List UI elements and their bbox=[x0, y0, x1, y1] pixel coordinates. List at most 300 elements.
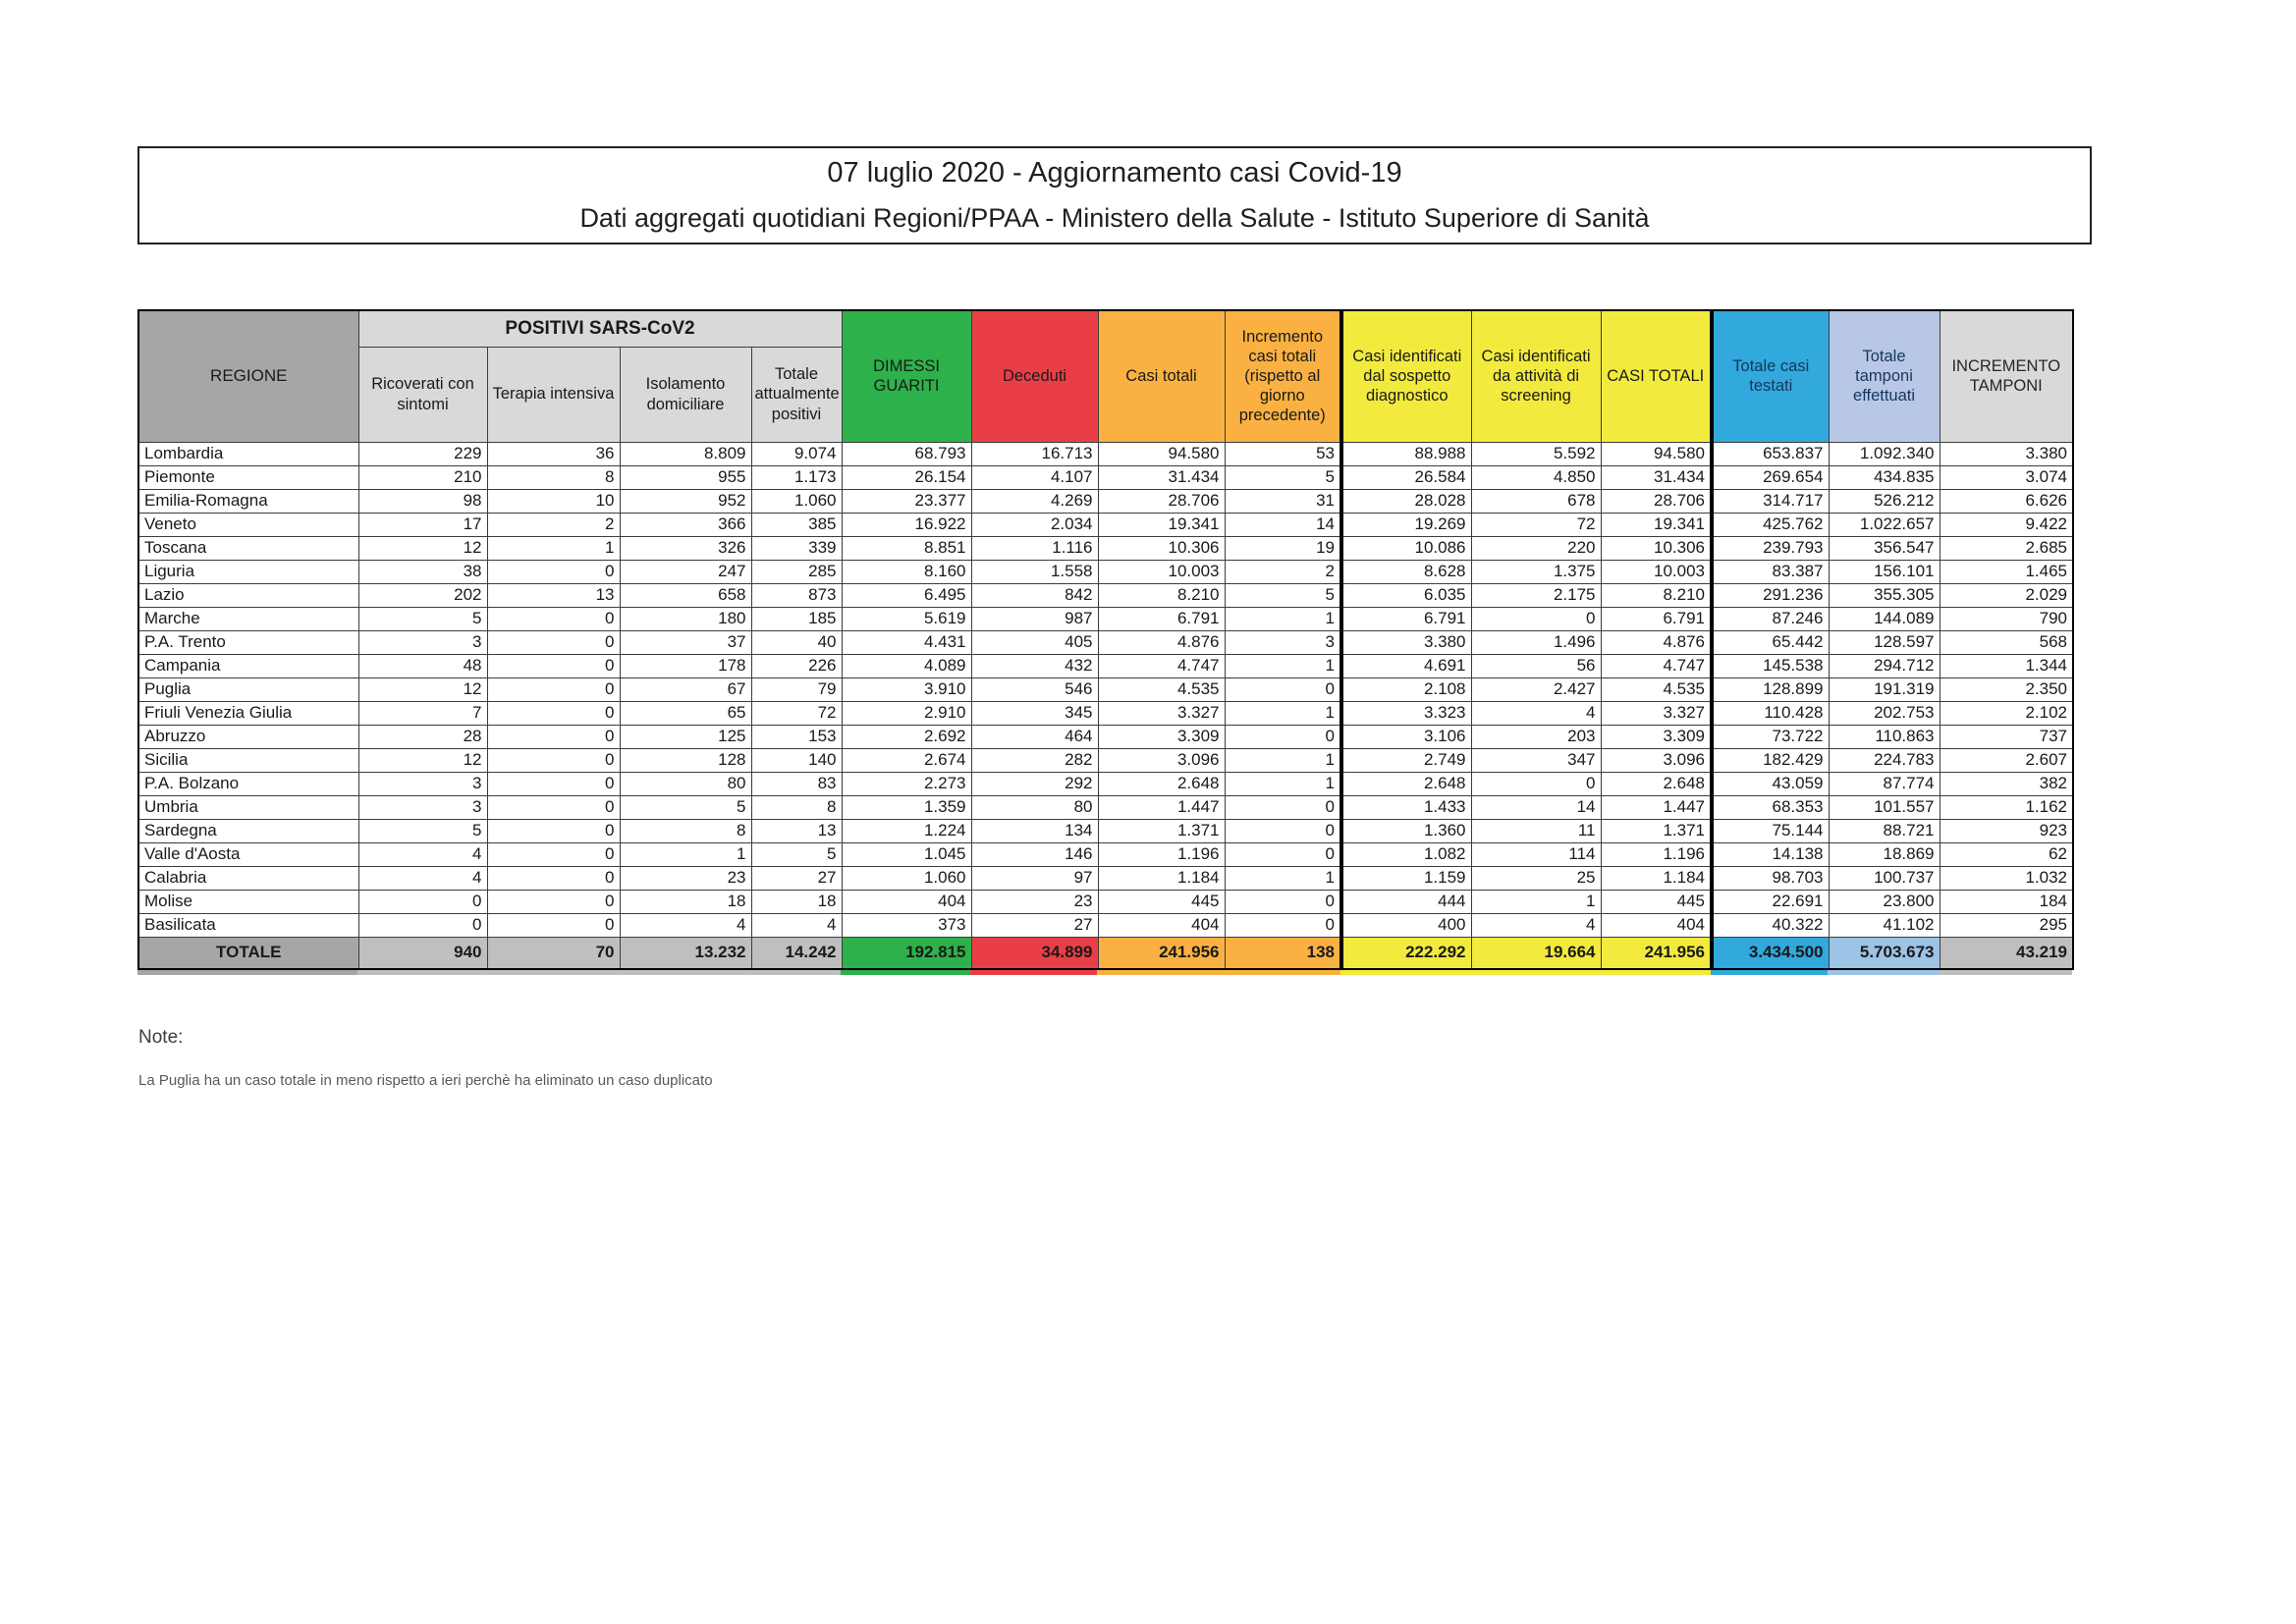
cell-totale-attualmente-positivi: 8 bbox=[751, 795, 842, 819]
cell-deceduti: 134 bbox=[971, 819, 1098, 842]
cell-ricoverati-con-sintomi: 202 bbox=[358, 583, 487, 607]
cell-isolamento-domiciliare: 23 bbox=[620, 866, 751, 890]
cell-regione: Veneto bbox=[138, 513, 358, 536]
total-cell-totale-attualmente-positivi: 14.242 bbox=[751, 937, 842, 969]
cell-terapia-intensiva: 0 bbox=[487, 890, 620, 913]
column-header-dimessi-guariti: DIMESSI GUARITI bbox=[842, 310, 971, 442]
cell-isolamento-domiciliare: 128 bbox=[620, 748, 751, 772]
cell-casi-attivita-screening: 2.427 bbox=[1471, 677, 1601, 701]
column-header-casi-sospetto-diagnostico: Casi identificati dal sospetto diagnostico bbox=[1341, 310, 1471, 442]
group-header-positivi-sars-cov2: POSITIVI SARS-CoV2 bbox=[358, 310, 842, 347]
cell-totale-casi-testati: 291.236 bbox=[1712, 583, 1829, 607]
cell-casi-attivita-screening: 25 bbox=[1471, 866, 1601, 890]
column-header-casi-attivita-screening: Casi identificati da attività di screening bbox=[1471, 310, 1601, 442]
cell-deceduti: 464 bbox=[971, 725, 1098, 748]
total-cell-totale-tamponi-effettuati: 5.703.673 bbox=[1829, 937, 1940, 969]
cell-incremento-tamponi: 6.626 bbox=[1940, 489, 2073, 513]
cell-incremento-casi-totali: 0 bbox=[1225, 890, 1341, 913]
cell-casi-sospetto-diagnostico: 8.628 bbox=[1341, 560, 1471, 583]
cell-casi-totali-2: 4.747 bbox=[1601, 654, 1712, 677]
cell-casi-sospetto-diagnostico: 6.035 bbox=[1341, 583, 1471, 607]
cell-terapia-intensiva: 36 bbox=[487, 442, 620, 465]
cell-totale-attualmente-positivi: 1.060 bbox=[751, 489, 842, 513]
cell-totale-attualmente-positivi: 226 bbox=[751, 654, 842, 677]
cell-deceduti: 4.269 bbox=[971, 489, 1098, 513]
table-row bbox=[138, 677, 2073, 701]
cell-casi-totali-2: 3.096 bbox=[1601, 748, 1712, 772]
cell-casi-totali-2: 404 bbox=[1601, 913, 1712, 937]
strip-segment-terapia-intensiva bbox=[486, 970, 619, 975]
cell-deceduti: 4.107 bbox=[971, 465, 1098, 489]
cell-totale-attualmente-positivi: 873 bbox=[751, 583, 842, 607]
cell-totale-attualmente-positivi: 4 bbox=[751, 913, 842, 937]
cell-incremento-casi-totali: 0 bbox=[1225, 795, 1341, 819]
cell-totale-tamponi-effettuati: 87.774 bbox=[1829, 772, 1940, 795]
total-cell-casi-attivita-screening: 19.664 bbox=[1471, 937, 1601, 969]
cell-totale-tamponi-effettuati: 88.721 bbox=[1829, 819, 1940, 842]
cell-incremento-casi-totali: 19 bbox=[1225, 536, 1341, 560]
cell-casi-totali: 3.309 bbox=[1098, 725, 1225, 748]
cell-casi-totali: 1.447 bbox=[1098, 795, 1225, 819]
notes-body: La Puglia ha un caso totale in meno rispetto a ieri perchè ha eliminato un caso duplicato bbox=[138, 1072, 713, 1089]
cell-casi-totali-2: 10.003 bbox=[1601, 560, 1712, 583]
cell-casi-totali-2: 2.648 bbox=[1601, 772, 1712, 795]
cell-ricoverati-con-sintomi: 5 bbox=[358, 819, 487, 842]
cell-deceduti: 27 bbox=[971, 913, 1098, 937]
table-row bbox=[138, 489, 2073, 513]
cell-casi-totali-2: 6.791 bbox=[1601, 607, 1712, 630]
table-row bbox=[138, 866, 2073, 890]
covid-data-table-container bbox=[137, 309, 2072, 975]
cell-isolamento-domiciliare: 4 bbox=[620, 913, 751, 937]
cell-incremento-tamponi: 184 bbox=[1940, 890, 2073, 913]
table-row bbox=[138, 536, 2073, 560]
cell-casi-totali-2: 8.210 bbox=[1601, 583, 1712, 607]
cell-regione: Friuli Venezia Giulia bbox=[138, 701, 358, 725]
cell-isolamento-domiciliare: 247 bbox=[620, 560, 751, 583]
cell-casi-attivita-screening: 4.850 bbox=[1471, 465, 1601, 489]
cell-isolamento-domiciliare: 178 bbox=[620, 654, 751, 677]
cell-casi-totali: 4.876 bbox=[1098, 630, 1225, 654]
cell-casi-totali: 6.791 bbox=[1098, 607, 1225, 630]
cell-casi-attivita-screening: 347 bbox=[1471, 748, 1601, 772]
cell-totale-casi-testati: 128.899 bbox=[1712, 677, 1829, 701]
cell-regione: Calabria bbox=[138, 866, 358, 890]
column-header-ricoverati-con-sintomi: Ricoverati con sintomi bbox=[358, 347, 487, 442]
cell-isolamento-domiciliare: 80 bbox=[620, 772, 751, 795]
cell-casi-totali-2: 31.434 bbox=[1601, 465, 1712, 489]
cell-isolamento-domiciliare: 18 bbox=[620, 890, 751, 913]
cell-dimessi-guariti: 2.692 bbox=[842, 725, 971, 748]
cell-totale-casi-testati: 75.144 bbox=[1712, 819, 1829, 842]
cell-regione: Piemonte bbox=[138, 465, 358, 489]
cell-totale-attualmente-positivi: 18 bbox=[751, 890, 842, 913]
table-row bbox=[138, 795, 2073, 819]
strip-segment-dimessi-guariti bbox=[841, 970, 970, 975]
cell-totale-casi-testati: 653.837 bbox=[1712, 442, 1829, 465]
cell-ricoverati-con-sintomi: 38 bbox=[358, 560, 487, 583]
strip-segment-incremento-tamponi bbox=[1939, 970, 2072, 975]
cell-deceduti: 345 bbox=[971, 701, 1098, 725]
cell-casi-totali: 445 bbox=[1098, 890, 1225, 913]
cell-casi-totali-2: 1.196 bbox=[1601, 842, 1712, 866]
cell-casi-sospetto-diagnostico: 444 bbox=[1341, 890, 1471, 913]
cell-regione: Basilicata bbox=[138, 913, 358, 937]
table-body bbox=[138, 442, 2073, 969]
cell-casi-totali-2: 445 bbox=[1601, 890, 1712, 913]
total-cell-totale-casi-testati: 3.434.500 bbox=[1712, 937, 1829, 969]
report-title: 07 luglio 2020 - Aggiornamento casi Covid-19 bbox=[827, 157, 1402, 189]
cell-deceduti: 1.116 bbox=[971, 536, 1098, 560]
cell-incremento-casi-totali: 1 bbox=[1225, 701, 1341, 725]
cell-casi-sospetto-diagnostico: 400 bbox=[1341, 913, 1471, 937]
cell-dimessi-guariti: 8.851 bbox=[842, 536, 971, 560]
cell-totale-attualmente-positivi: 339 bbox=[751, 536, 842, 560]
cell-casi-totali-2: 4.535 bbox=[1601, 677, 1712, 701]
cell-totale-tamponi-effettuati: 1.092.340 bbox=[1829, 442, 1940, 465]
cell-ricoverati-con-sintomi: 0 bbox=[358, 913, 487, 937]
cell-casi-totali: 4.535 bbox=[1098, 677, 1225, 701]
cell-deceduti: 282 bbox=[971, 748, 1098, 772]
cell-isolamento-domiciliare: 1 bbox=[620, 842, 751, 866]
column-header-incremento-tamponi: INCREMENTO TAMPONI bbox=[1940, 310, 2073, 442]
cell-deceduti: 1.558 bbox=[971, 560, 1098, 583]
cell-casi-sospetto-diagnostico: 1.433 bbox=[1341, 795, 1471, 819]
cell-totale-tamponi-effettuati: 18.869 bbox=[1829, 842, 1940, 866]
cell-terapia-intensiva: 0 bbox=[487, 913, 620, 937]
cell-deceduti: 16.713 bbox=[971, 442, 1098, 465]
table-row bbox=[138, 842, 2073, 866]
strip-segment-deceduti bbox=[970, 970, 1097, 975]
cell-totale-attualmente-positivi: 83 bbox=[751, 772, 842, 795]
table-row bbox=[138, 654, 2073, 677]
cell-ricoverati-con-sintomi: 17 bbox=[358, 513, 487, 536]
total-cell-incremento-tamponi: 43.219 bbox=[1940, 937, 2073, 969]
total-cell-incremento-casi-totali: 138 bbox=[1225, 937, 1341, 969]
cell-casi-totali: 1.371 bbox=[1098, 819, 1225, 842]
cell-incremento-tamponi: 1.032 bbox=[1940, 866, 2073, 890]
cell-casi-attivita-screening: 2.175 bbox=[1471, 583, 1601, 607]
strip-segment-casi-totali-2 bbox=[1600, 970, 1711, 975]
table-row bbox=[138, 725, 2073, 748]
cell-totale-tamponi-effettuati: 156.101 bbox=[1829, 560, 1940, 583]
total-label: TOTALE bbox=[138, 937, 358, 969]
total-cell-terapia-intensiva: 70 bbox=[487, 937, 620, 969]
cell-dimessi-guariti: 2.910 bbox=[842, 701, 971, 725]
cell-totale-attualmente-positivi: 40 bbox=[751, 630, 842, 654]
cell-ricoverati-con-sintomi: 3 bbox=[358, 630, 487, 654]
cell-deceduti: 842 bbox=[971, 583, 1098, 607]
cell-regione: Lazio bbox=[138, 583, 358, 607]
cell-totale-attualmente-positivi: 140 bbox=[751, 748, 842, 772]
cell-casi-sospetto-diagnostico: 26.584 bbox=[1341, 465, 1471, 489]
cell-casi-attivita-screening: 72 bbox=[1471, 513, 1601, 536]
cell-isolamento-domiciliare: 125 bbox=[620, 725, 751, 748]
cell-totale-tamponi-effettuati: 356.547 bbox=[1829, 536, 1940, 560]
cell-totale-casi-testati: 182.429 bbox=[1712, 748, 1829, 772]
cell-regione: Sardegna bbox=[138, 819, 358, 842]
cell-casi-attivita-screening: 220 bbox=[1471, 536, 1601, 560]
column-header-terapia-intensiva: Terapia intensiva bbox=[487, 347, 620, 442]
cell-deceduti: 292 bbox=[971, 772, 1098, 795]
table-bottom-color-strip bbox=[137, 970, 2072, 975]
cell-totale-tamponi-effettuati: 23.800 bbox=[1829, 890, 1940, 913]
cell-casi-attivita-screening: 14 bbox=[1471, 795, 1601, 819]
cell-casi-totali-2: 1.447 bbox=[1601, 795, 1712, 819]
cell-ricoverati-con-sintomi: 12 bbox=[358, 748, 487, 772]
cell-totale-attualmente-positivi: 1.173 bbox=[751, 465, 842, 489]
cell-isolamento-domiciliare: 5 bbox=[620, 795, 751, 819]
cell-casi-totali-2: 4.876 bbox=[1601, 630, 1712, 654]
cell-casi-sospetto-diagnostico: 2.648 bbox=[1341, 772, 1471, 795]
strip-segment-regione bbox=[137, 970, 357, 975]
cell-deceduti: 546 bbox=[971, 677, 1098, 701]
cell-regione: Sicilia bbox=[138, 748, 358, 772]
covid-data-table bbox=[137, 309, 2074, 970]
cell-incremento-tamponi: 1.344 bbox=[1940, 654, 2073, 677]
cell-totale-casi-testati: 87.246 bbox=[1712, 607, 1829, 630]
cell-deceduti: 987 bbox=[971, 607, 1098, 630]
cell-regione: Puglia bbox=[138, 677, 358, 701]
cell-dimessi-guariti: 23.377 bbox=[842, 489, 971, 513]
cell-incremento-casi-totali: 1 bbox=[1225, 866, 1341, 890]
cell-totale-tamponi-effettuati: 202.753 bbox=[1829, 701, 1940, 725]
cell-casi-sospetto-diagnostico: 6.791 bbox=[1341, 607, 1471, 630]
cell-terapia-intensiva: 2 bbox=[487, 513, 620, 536]
strip-segment-totale-tamponi-effettuati bbox=[1828, 970, 1939, 975]
cell-dimessi-guariti: 404 bbox=[842, 890, 971, 913]
cell-terapia-intensiva: 0 bbox=[487, 654, 620, 677]
cell-incremento-casi-totali: 14 bbox=[1225, 513, 1341, 536]
cell-totale-tamponi-effettuati: 41.102 bbox=[1829, 913, 1940, 937]
cell-totale-tamponi-effettuati: 128.597 bbox=[1829, 630, 1940, 654]
cell-casi-attivita-screening: 4 bbox=[1471, 913, 1601, 937]
cell-totale-tamponi-effettuati: 101.557 bbox=[1829, 795, 1940, 819]
cell-totale-casi-testati: 239.793 bbox=[1712, 536, 1829, 560]
cell-ricoverati-con-sintomi: 48 bbox=[358, 654, 487, 677]
total-cell-casi-totali: 241.956 bbox=[1098, 937, 1225, 969]
cell-ricoverati-con-sintomi: 28 bbox=[358, 725, 487, 748]
cell-casi-totali: 28.706 bbox=[1098, 489, 1225, 513]
cell-incremento-casi-totali: 53 bbox=[1225, 442, 1341, 465]
cell-dimessi-guariti: 16.922 bbox=[842, 513, 971, 536]
cell-casi-sospetto-diagnostico: 1.159 bbox=[1341, 866, 1471, 890]
cell-incremento-casi-totali: 5 bbox=[1225, 465, 1341, 489]
cell-totale-casi-testati: 14.138 bbox=[1712, 842, 1829, 866]
cell-deceduti: 80 bbox=[971, 795, 1098, 819]
cell-casi-sospetto-diagnostico: 28.028 bbox=[1341, 489, 1471, 513]
cell-incremento-tamponi: 568 bbox=[1940, 630, 2073, 654]
cell-terapia-intensiva: 13 bbox=[487, 583, 620, 607]
cell-casi-totali: 1.196 bbox=[1098, 842, 1225, 866]
cell-incremento-tamponi: 3.380 bbox=[1940, 442, 2073, 465]
strip-segment-totale-attualmente-positivi bbox=[750, 970, 841, 975]
cell-dimessi-guariti: 1.045 bbox=[842, 842, 971, 866]
cell-totale-casi-testati: 83.387 bbox=[1712, 560, 1829, 583]
cell-terapia-intensiva: 0 bbox=[487, 819, 620, 842]
total-cell-dimessi-guariti: 192.815 bbox=[842, 937, 971, 969]
cell-isolamento-domiciliare: 37 bbox=[620, 630, 751, 654]
cell-totale-tamponi-effettuati: 526.212 bbox=[1829, 489, 1940, 513]
cell-totale-casi-testati: 425.762 bbox=[1712, 513, 1829, 536]
cell-deceduti: 23 bbox=[971, 890, 1098, 913]
cell-totale-casi-testati: 40.322 bbox=[1712, 913, 1829, 937]
cell-casi-totali-2: 94.580 bbox=[1601, 442, 1712, 465]
cell-casi-sospetto-diagnostico: 3.380 bbox=[1341, 630, 1471, 654]
cell-casi-attivita-screening: 678 bbox=[1471, 489, 1601, 513]
cell-isolamento-domiciliare: 955 bbox=[620, 465, 751, 489]
strip-segment-casi-attivita-screening bbox=[1470, 970, 1600, 975]
cell-regione: Emilia-Romagna bbox=[138, 489, 358, 513]
notes-heading: Note: bbox=[138, 1027, 184, 1048]
cell-regione: Valle d'Aosta bbox=[138, 842, 358, 866]
cell-totale-attualmente-positivi: 13 bbox=[751, 819, 842, 842]
strip-segment-isolamento-domiciliare bbox=[619, 970, 750, 975]
total-cell-casi-totali-2: 241.956 bbox=[1601, 937, 1712, 969]
cell-casi-sospetto-diagnostico: 2.108 bbox=[1341, 677, 1471, 701]
cell-regione: Marche bbox=[138, 607, 358, 630]
cell-ricoverati-con-sintomi: 3 bbox=[358, 772, 487, 795]
cell-casi-attivita-screening: 0 bbox=[1471, 607, 1601, 630]
cell-totale-tamponi-effettuati: 294.712 bbox=[1829, 654, 1940, 677]
cell-terapia-intensiva: 0 bbox=[487, 701, 620, 725]
cell-casi-sospetto-diagnostico: 3.106 bbox=[1341, 725, 1471, 748]
strip-segment-casi-sospetto-diagnostico bbox=[1340, 970, 1470, 975]
cell-casi-totali-2: 28.706 bbox=[1601, 489, 1712, 513]
cell-incremento-casi-totali: 0 bbox=[1225, 819, 1341, 842]
cell-regione: Campania bbox=[138, 654, 358, 677]
strip-segment-incremento-casi-totali bbox=[1224, 970, 1340, 975]
cell-incremento-tamponi: 2.029 bbox=[1940, 583, 2073, 607]
cell-casi-totali: 3.327 bbox=[1098, 701, 1225, 725]
cell-ricoverati-con-sintomi: 7 bbox=[358, 701, 487, 725]
cell-totale-casi-testati: 98.703 bbox=[1712, 866, 1829, 890]
table-row bbox=[138, 913, 2073, 937]
cell-incremento-casi-totali: 1 bbox=[1225, 748, 1341, 772]
cell-totale-tamponi-effettuati: 355.305 bbox=[1829, 583, 1940, 607]
cell-terapia-intensiva: 0 bbox=[487, 607, 620, 630]
cell-isolamento-domiciliare: 180 bbox=[620, 607, 751, 630]
cell-regione: P.A. Trento bbox=[138, 630, 358, 654]
cell-casi-totali-2: 1.184 bbox=[1601, 866, 1712, 890]
cell-incremento-casi-totali: 0 bbox=[1225, 677, 1341, 701]
cell-totale-attualmente-positivi: 27 bbox=[751, 866, 842, 890]
strip-segment-ricoverati-con-sintomi bbox=[357, 970, 486, 975]
cell-isolamento-domiciliare: 8.809 bbox=[620, 442, 751, 465]
cell-casi-totali-2: 19.341 bbox=[1601, 513, 1712, 536]
column-header-casi-totali-maiuscolo: CASI TOTALI bbox=[1601, 310, 1712, 442]
cell-totale-tamponi-effettuati: 434.835 bbox=[1829, 465, 1940, 489]
cell-dimessi-guariti: 4.089 bbox=[842, 654, 971, 677]
cell-totale-tamponi-effettuati: 191.319 bbox=[1829, 677, 1940, 701]
cell-isolamento-domiciliare: 65 bbox=[620, 701, 751, 725]
cell-dimessi-guariti: 2.674 bbox=[842, 748, 971, 772]
cell-casi-attivita-screening: 0 bbox=[1471, 772, 1601, 795]
cell-incremento-tamponi: 2.607 bbox=[1940, 748, 2073, 772]
cell-deceduti: 97 bbox=[971, 866, 1098, 890]
cell-casi-totali: 404 bbox=[1098, 913, 1225, 937]
table-row bbox=[138, 607, 2073, 630]
cell-incremento-tamponi: 2.685 bbox=[1940, 536, 2073, 560]
cell-ricoverati-con-sintomi: 4 bbox=[358, 866, 487, 890]
cell-casi-totali: 10.003 bbox=[1098, 560, 1225, 583]
cell-casi-totali: 31.434 bbox=[1098, 465, 1225, 489]
cell-incremento-casi-totali: 0 bbox=[1225, 913, 1341, 937]
table-row bbox=[138, 819, 2073, 842]
cell-regione: Molise bbox=[138, 890, 358, 913]
cell-incremento-tamponi: 295 bbox=[1940, 913, 2073, 937]
cell-totale-casi-testati: 269.654 bbox=[1712, 465, 1829, 489]
cell-casi-sospetto-diagnostico: 3.323 bbox=[1341, 701, 1471, 725]
cell-casi-sospetto-diagnostico: 19.269 bbox=[1341, 513, 1471, 536]
cell-totale-tamponi-effettuati: 1.022.657 bbox=[1829, 513, 1940, 536]
cell-terapia-intensiva: 0 bbox=[487, 772, 620, 795]
table-row bbox=[138, 442, 2073, 465]
cell-isolamento-domiciliare: 366 bbox=[620, 513, 751, 536]
cell-casi-attivita-screening: 4 bbox=[1471, 701, 1601, 725]
cell-incremento-tamponi: 3.074 bbox=[1940, 465, 2073, 489]
table-row bbox=[138, 560, 2073, 583]
cell-isolamento-domiciliare: 658 bbox=[620, 583, 751, 607]
cell-dimessi-guariti: 68.793 bbox=[842, 442, 971, 465]
cell-incremento-casi-totali: 3 bbox=[1225, 630, 1341, 654]
cell-ricoverati-con-sintomi: 12 bbox=[358, 536, 487, 560]
cell-totale-casi-testati: 43.059 bbox=[1712, 772, 1829, 795]
cell-casi-totali: 19.341 bbox=[1098, 513, 1225, 536]
cell-totale-casi-testati: 110.428 bbox=[1712, 701, 1829, 725]
cell-incremento-tamponi: 62 bbox=[1940, 842, 2073, 866]
table-row bbox=[138, 583, 2073, 607]
cell-totale-attualmente-positivi: 9.074 bbox=[751, 442, 842, 465]
cell-incremento-casi-totali: 5 bbox=[1225, 583, 1341, 607]
column-header-totale-casi-testati: Totale casi testati bbox=[1712, 310, 1829, 442]
cell-dimessi-guariti: 1.224 bbox=[842, 819, 971, 842]
total-cell-casi-sospetto-diagnostico: 222.292 bbox=[1341, 937, 1471, 969]
cell-casi-sospetto-diagnostico: 1.082 bbox=[1341, 842, 1471, 866]
cell-incremento-tamponi: 923 bbox=[1940, 819, 2073, 842]
cell-casi-attivita-screening: 114 bbox=[1471, 842, 1601, 866]
table-row bbox=[138, 748, 2073, 772]
report-subtitle: Dati aggregati quotidiani Regioni/PPAA - Ministero della Salute - Istituto Superiore di Sanità bbox=[579, 203, 1650, 233]
cell-regione: Lombardia bbox=[138, 442, 358, 465]
cell-terapia-intensiva: 0 bbox=[487, 795, 620, 819]
cell-dimessi-guariti: 2.273 bbox=[842, 772, 971, 795]
cell-totale-casi-testati: 22.691 bbox=[1712, 890, 1829, 913]
cell-casi-attivita-screening: 11 bbox=[1471, 819, 1601, 842]
cell-incremento-tamponi: 790 bbox=[1940, 607, 2073, 630]
cell-totale-casi-testati: 314.717 bbox=[1712, 489, 1829, 513]
cell-dimessi-guariti: 8.160 bbox=[842, 560, 971, 583]
column-header-incremento-casi-totali: Incremento casi totali (rispetto al giorno precedente) bbox=[1225, 310, 1341, 442]
cell-totale-attualmente-positivi: 285 bbox=[751, 560, 842, 583]
cell-incremento-tamponi: 9.422 bbox=[1940, 513, 2073, 536]
table-header bbox=[138, 310, 2073, 442]
cell-deceduti: 432 bbox=[971, 654, 1098, 677]
total-cell-ricoverati-con-sintomi: 940 bbox=[358, 937, 487, 969]
column-header-regione: REGIONE bbox=[138, 310, 358, 442]
cell-totale-tamponi-effettuati: 110.863 bbox=[1829, 725, 1940, 748]
cell-casi-totali-2: 10.306 bbox=[1601, 536, 1712, 560]
cell-incremento-casi-totali: 0 bbox=[1225, 725, 1341, 748]
column-header-deceduti: Deceduti bbox=[971, 310, 1098, 442]
column-header-casi-totali: Casi totali bbox=[1098, 310, 1225, 442]
cell-ricoverati-con-sintomi: 4 bbox=[358, 842, 487, 866]
notes-section bbox=[138, 1027, 713, 1089]
cell-ricoverati-con-sintomi: 98 bbox=[358, 489, 487, 513]
cell-terapia-intensiva: 0 bbox=[487, 842, 620, 866]
cell-dimessi-guariti: 26.154 bbox=[842, 465, 971, 489]
cell-dimessi-guariti: 1.060 bbox=[842, 866, 971, 890]
